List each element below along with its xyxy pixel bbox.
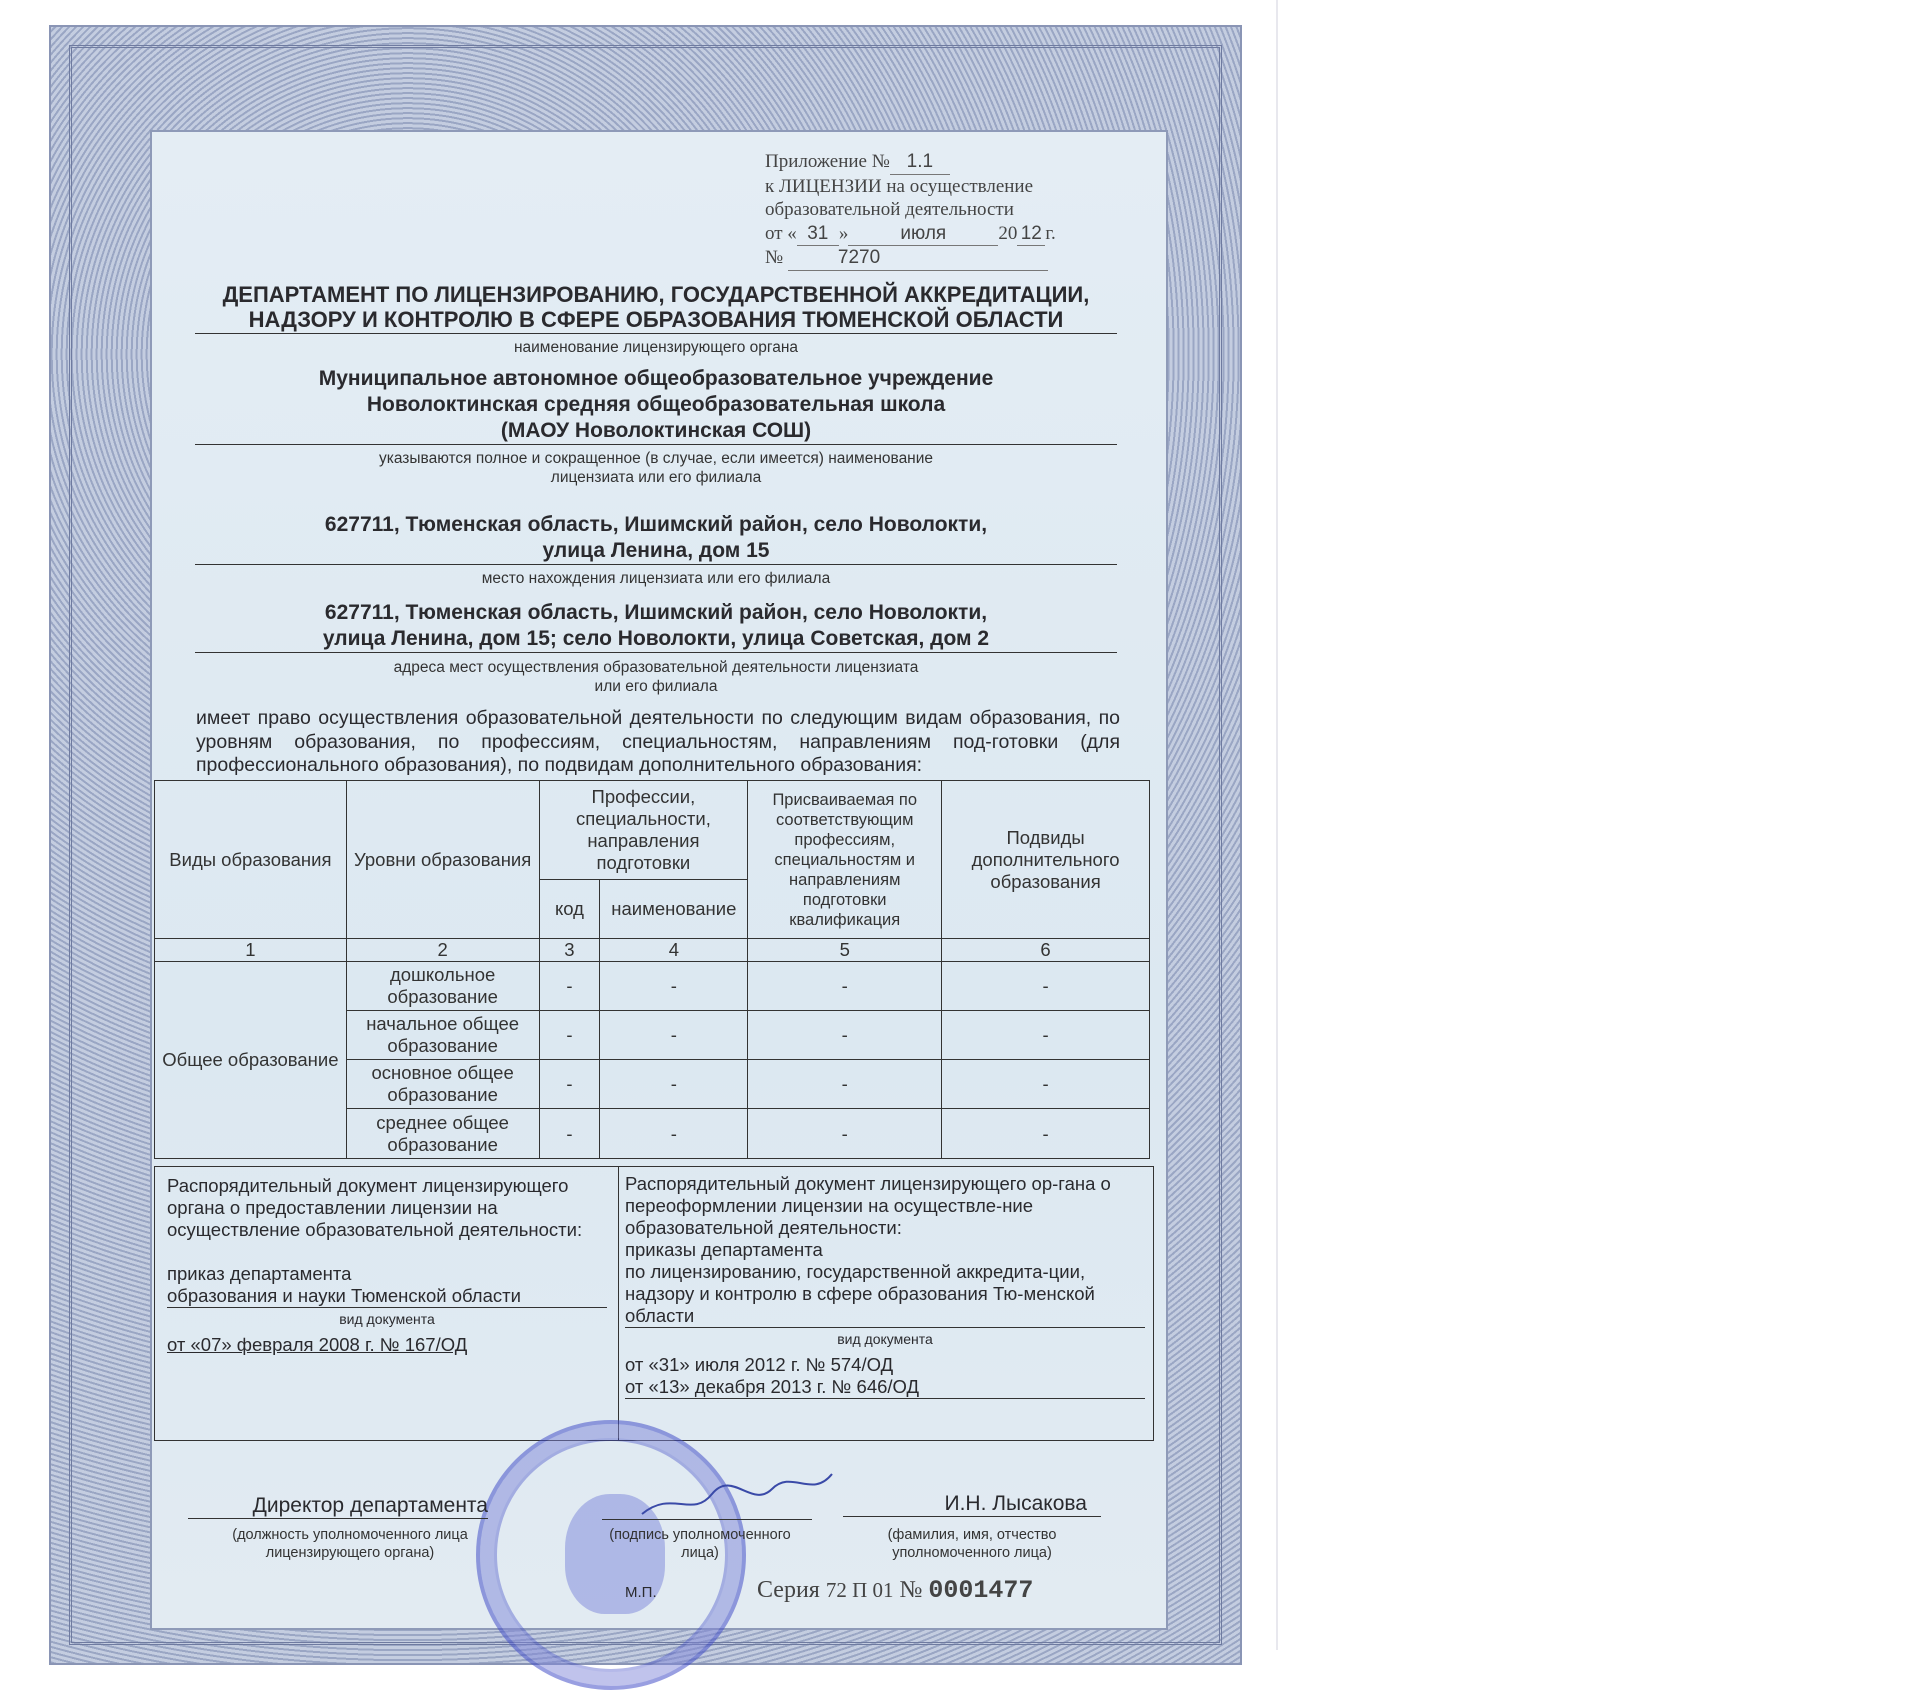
subtype-cell: - [942,1109,1150,1159]
qualification-cell: - [748,962,942,1011]
location-line2: улица Ленина, дом 15 [195,538,1117,565]
date-year: 12 [1017,222,1045,247]
header-kind: Виды образования [155,781,347,939]
column-number: 3 [539,939,600,962]
grant-doc-type: образования и науки Тюменской области [167,1285,607,1308]
column-number: 5 [748,939,942,962]
series-value: 72 П 01 [825,1578,894,1602]
appendix-line: к ЛИЦЕНЗИИ на осуществление [765,175,1034,197]
date-prefix: от « [765,222,797,244]
header-subtypes: Подвиды дополнительного образования [942,781,1150,939]
license-number: 7270 [788,246,1048,271]
grant-title: Распорядительный документ лицензирующего органа о предоставлении лицензии на осуществление образовательной деятельности: [167,1175,583,1240]
date-quote: » [838,222,849,244]
column-number: 6 [942,939,1150,962]
reissue-order-ref: от «31» июля 2012 г. № 574/ОД [625,1354,894,1375]
activity-address-line1: 627711, Тюменская область, Ишимский район, село Новолокти, [324,601,988,624]
grant-order-ref: от «07» февраля 2008 г. № 167/ОД [167,1334,468,1355]
page-edge [1276,0,1278,1650]
name-cell: - [600,1109,748,1159]
column-number: 1 [155,939,347,962]
column-number: 2 [346,939,539,962]
header-qualification: Присваиваемая по соответствующим профессиям, специальностям и направлениям подготовки квалификация [748,781,942,939]
appendix-label: Приложение № [765,151,890,172]
series-label: Серия [757,1577,820,1603]
reissue-title: Распорядительный документ лицензирующего ор-гана о переоформлении лицензии на осуществле-ние образовательной деятельности: [625,1173,1111,1238]
code-cell: - [539,1060,600,1109]
signer-position: Директор департамента [188,1494,488,1519]
subtype-cell: - [942,1011,1150,1060]
number-label: № [765,247,784,268]
activity-address-caption: или его филиала [594,678,718,695]
form-number: 0001477 [928,1576,1034,1605]
level-cell: основное общее образование [346,1060,539,1109]
level-cell: среднее общее образование [346,1109,539,1159]
date-day: 31 [797,222,839,247]
header-code: код [539,880,600,939]
level-cell: начальное общее образование [346,1011,539,1060]
table-row [155,962,1150,1011]
year-prefix: 20 [998,222,1018,244]
series-block [757,1576,1033,1605]
qualification-cell: - [748,1060,942,1109]
licensee-caption: указываются полное и сокращенное (в случае, если имеется) наименование [378,450,934,467]
level-cell: дошкольное образование [346,962,539,1011]
licensee-line2: Новолоктинская средняя общеобразовательная школа [366,393,946,416]
appendix-line: образовательной деятельности [765,199,1014,220]
education-table [154,780,1150,1159]
reissue-document [625,1173,1145,1399]
signer-name: И.Н. Лысакова [843,1492,1101,1517]
series-number-label: № [899,1577,923,1603]
grant-document [167,1175,607,1356]
column-numbers-row [155,939,1150,962]
kind-cell: Общее образование [155,962,347,1159]
code-cell: - [539,1109,600,1159]
activity-address-caption: адреса мест осуществления образовательной деятельности лицензиата [393,659,919,676]
reissue-order-ref: от «13» декабря 2013 г. № 646/ОД [625,1376,1145,1399]
licensee-line3: (МАОУ Новолоктинская СОШ) [195,418,1117,445]
name-cell: - [600,1060,748,1109]
header-name: наименование [600,880,748,939]
code-cell: - [539,962,600,1011]
signature-line [602,1519,812,1520]
header-professions: Профессии, специальности, направления подготовки [539,781,748,880]
reissue-doc-type: приказы департамента [625,1239,823,1260]
signature-caption: (подпись уполномоченного лица) [609,1527,791,1561]
name-cell: - [600,962,748,1011]
qualification-cell: - [748,1011,942,1060]
column-number: 4 [600,939,748,962]
seal-label: М.П. [625,1584,657,1601]
orders-divider [618,1167,619,1440]
date-month: июля [848,222,998,247]
authority-caption: наименование лицензирующего органа [513,339,799,356]
location-line1: 627711, Тюменская область, Ишимский район, село Новолокти, [324,513,988,536]
appendix-block [765,150,1056,271]
reissue-doc-type: по лицензированию, государственной аккредита-ции, надзору и контролю в сфере образования Тю-менской области [625,1261,1145,1328]
licensee-line1: Муниципальное автономное общеобразовательное учреждение [318,367,994,390]
location-caption: место нахождения лицензиата или его филиала [481,570,831,587]
subtype-cell: - [942,962,1150,1011]
name-cell: - [600,1011,748,1060]
header-level: Уровни образования [346,781,539,939]
name-caption: (фамилия, имя, отчество уполномоченного лица) [887,1527,1057,1561]
grant-caption: вид документа [339,1311,435,1327]
authority-line2: НАДЗОРУ И КОНТРОЛЮ В СФЕРЕ ОБРАЗОВАНИЯ ТЮМЕНСКОЙ ОБЛАСТИ [195,307,1117,334]
authority-line1: ДЕПАРТАМЕНТ ПО ЛИЦЕНЗИРОВАНИЮ, ГОСУДАРСТВЕННОЙ АККРЕДИТАЦИИ, [222,282,1090,307]
code-cell: - [539,1011,600,1060]
handwritten-signature [632,1469,862,1529]
appendix-number: 1.1 [890,150,950,175]
activity-address-line2: улица Ленина, дом 15; село Новолокти, улица Советская, дом 2 [195,626,1117,653]
subtype-cell: - [942,1060,1150,1109]
position-caption: (должность уполномоченного лица лицензирующего органа) [232,1527,468,1561]
licensee-caption: лицензиата или его филиала [550,469,762,486]
orders-box [154,1166,1154,1441]
year-suffix: г. [1045,222,1056,244]
qualification-cell: - [748,1109,942,1159]
reissue-caption: вид документа [837,1331,933,1347]
grant-doc-type: приказ департамента [167,1263,352,1284]
rights-text: имеет право осуществления образовательной деятельности по следующим видам образования, по уровням образования, по профессиям, специальностям, направлениям под-готовки (для профессионального образования), по подвидам дополнительного образования: [196,707,1120,776]
